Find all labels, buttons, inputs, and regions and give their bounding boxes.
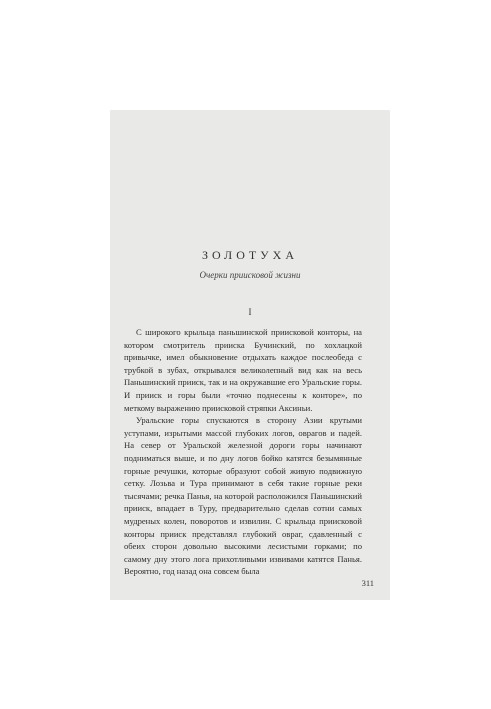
book-page <box>110 110 390 600</box>
paragraph-1: С широкого крыльца паньшинской приисковой конторы, на котором смотритель прииска Бучинский, по хохлацкой привычке, имел обыкновение отдыхать каждое послеобеда с трубкой в зубах, открывался великолепный вид как на весь Паньшинский прииск, так и на окружавшие его Уральские горы. И прииск и горы были «точно поднесены к конторе», по меткому выражению приисковой стряпки Аксиньи. <box>124 327 362 413</box>
body-text <box>124 326 362 578</box>
story-title: ЗОЛОТУХА <box>201 248 299 262</box>
story-subtitle: Очерки приисковой жизни <box>199 270 301 280</box>
chapter-number: I <box>248 307 252 317</box>
paragraph-2: Уральские горы спускаются в сторону Азии крутыми уступами, изрытыми массой глубоких логов, оврагов и падей. На север от Уральской железной дороги горы начинают подниматься выше, и по дну логов бойко катятся безымянные горные речушки, которые образуют собой живую подвижную сетку. Лозьва и Тура принимают в себя такие горные реки тысячами; речка Панья, на которой расположился Паньшинский прииск, впадает в Туру, предварительно сделав сотни самых мудреных колен, поворотов и извилин. С крыльца приисковой конторы прииск представлял глубокий овраг, сдавленный с обеих сторон довольно высокими лесистыми горками; по самому дну этого лога прихотливыми извивами катятся Панья. Вероятно, год назад она совсем была <box>124 415 362 577</box>
page-number: 311 <box>361 578 374 588</box>
